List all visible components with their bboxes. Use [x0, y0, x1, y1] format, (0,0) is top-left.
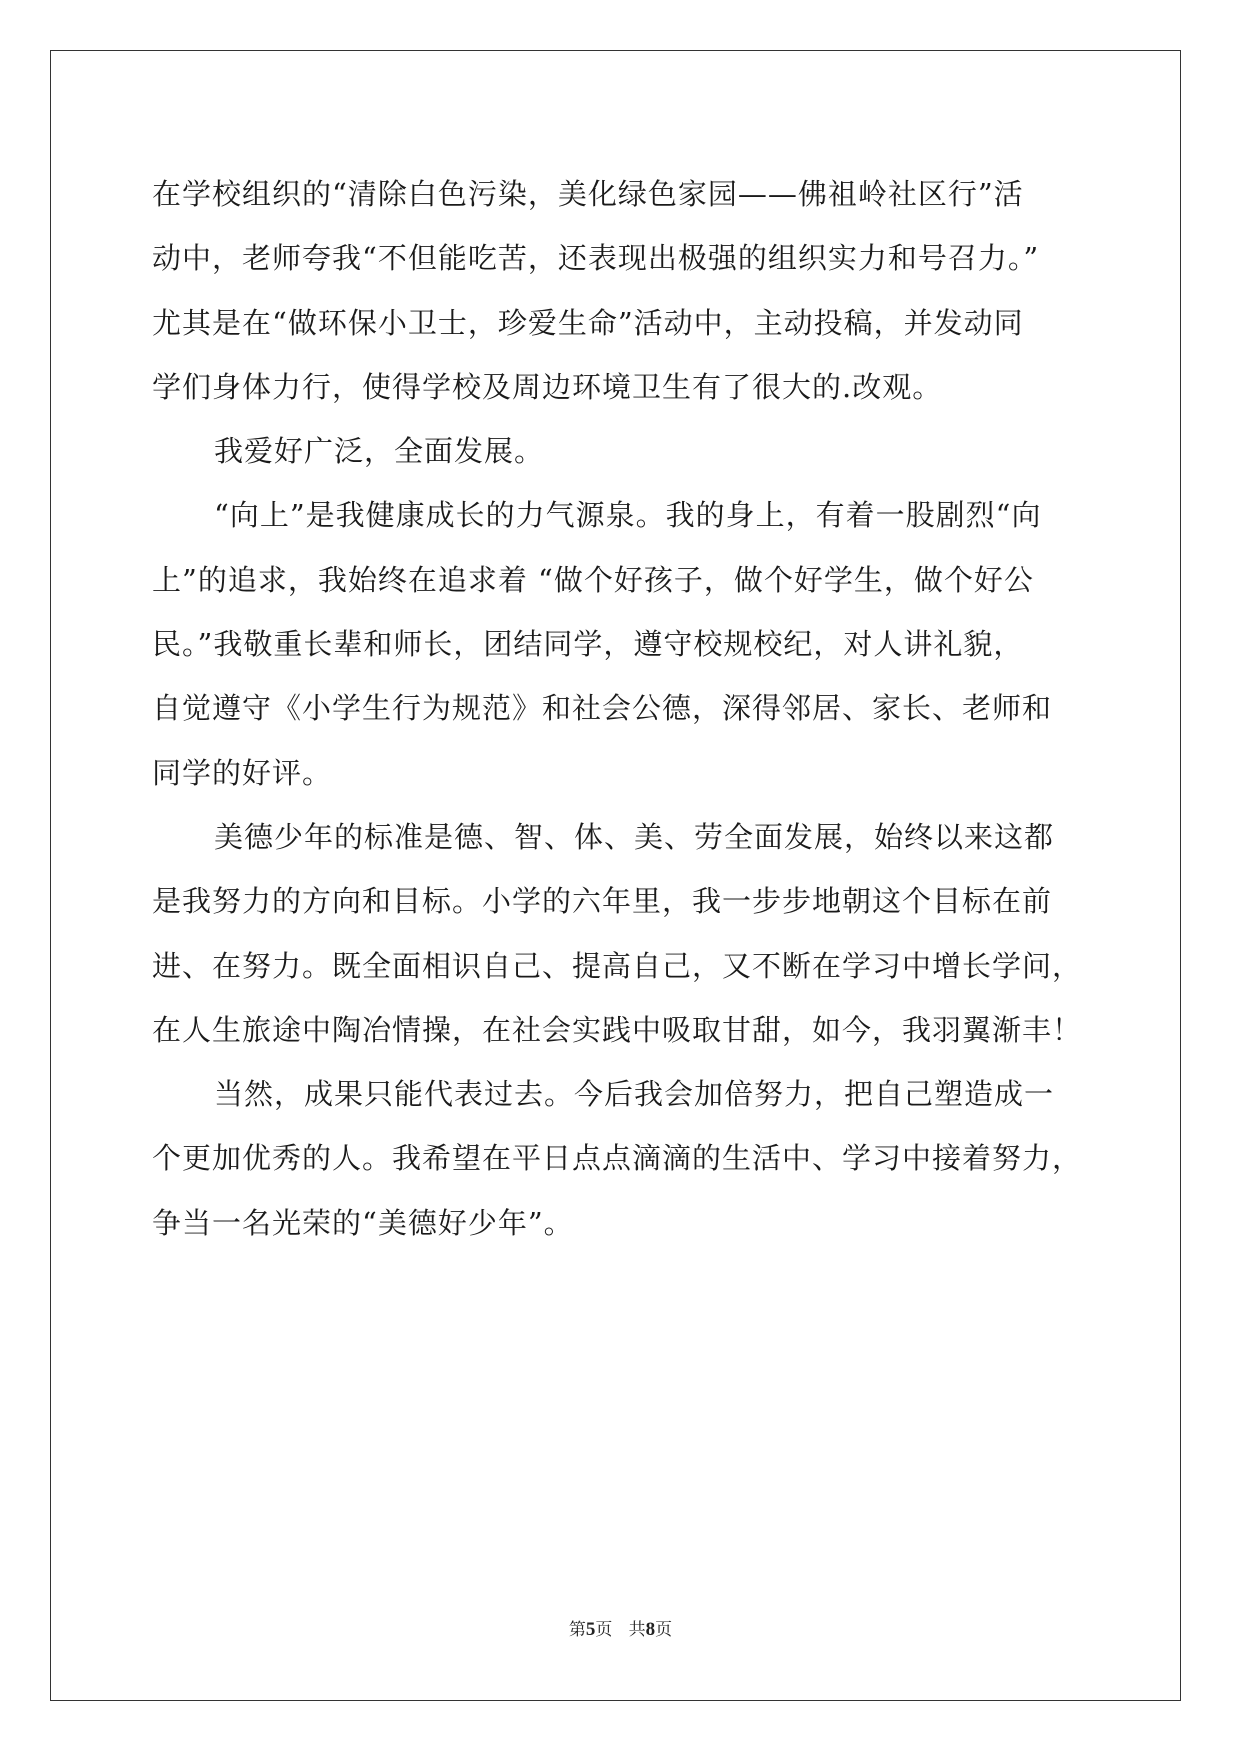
text-line: 是我努力的方向和目标。小学的六年里，我一步步地朝这个目标在前 — [152, 884, 1053, 919]
paragraph-start-line: 当然，成果只能代表过去。今后我会加倍努力，把自己塑造成一 — [214, 1077, 1055, 1112]
text-line: 进、在努力。既全面相识自己、提高自己，又不断在学习中增长学问， — [152, 948, 1083, 983]
text-line: 争当一名光荣的“美德好少年”。 — [152, 1205, 574, 1240]
text-line: 民。”我敬重长辈和师长，团结同学，遵守校规校纪，对人讲礼貌， — [152, 627, 1024, 662]
page-suffix: 页 — [595, 1620, 613, 1640]
paragraph-start-line: “向上”是我健康成长的力气源泉。我的身上，有着一股剧烈“向 — [214, 498, 1042, 533]
paragraph-start-line: 美德少年的标准是德、智、体、美、劳全面发展，始终以来这都 — [214, 819, 1055, 854]
text-line: 上”的追求，我始终在追求着 “做个好孩子，做个好学生，做个好公 — [152, 562, 1034, 597]
text-line: 自觉遵守《小学生行为规范》和社会公德，深得邻居、家长、老师和 — [152, 691, 1053, 726]
page-footer — [0, 1618, 1241, 1642]
current-page-number: 5 — [585, 1619, 596, 1640]
text-line: 在人生旅途中陶冶情操，在社会实践中吸取甘甜，如今，我羽翼渐丰！ — [152, 1012, 1083, 1047]
text-line: 学们身体力行，使得学校及周边环境卫生有了很大的.改观。 — [152, 369, 943, 404]
total-page-count: 8 — [645, 1619, 656, 1640]
text-line: 动中，老师夸我“不但能吃苦，还表现出极强的组织实力和号召力。” — [152, 241, 1040, 276]
text-line: 个更加优秀的人。我希望在平日点点滴滴的生活中、学习中接着努力， — [152, 1141, 1083, 1176]
total-suffix: 页 — [655, 1620, 673, 1640]
text-line: 同学的好评。 — [152, 755, 333, 790]
total-prefix: 共 — [628, 1620, 646, 1640]
text-line: 在学校组织的“清除白色污染，美化绿色家园——佛祖岭社区行”活 — [152, 177, 1024, 211]
paragraph-start-line: 我爱好广泛，全面发展。 — [214, 434, 545, 469]
text-line: 尤其是在“做环保小卫士，珍爱生命”活动中，主动投稿，并发动同 — [152, 305, 1024, 340]
document-body — [152, 162, 1092, 1255]
page-prefix: 第 — [568, 1620, 586, 1640]
